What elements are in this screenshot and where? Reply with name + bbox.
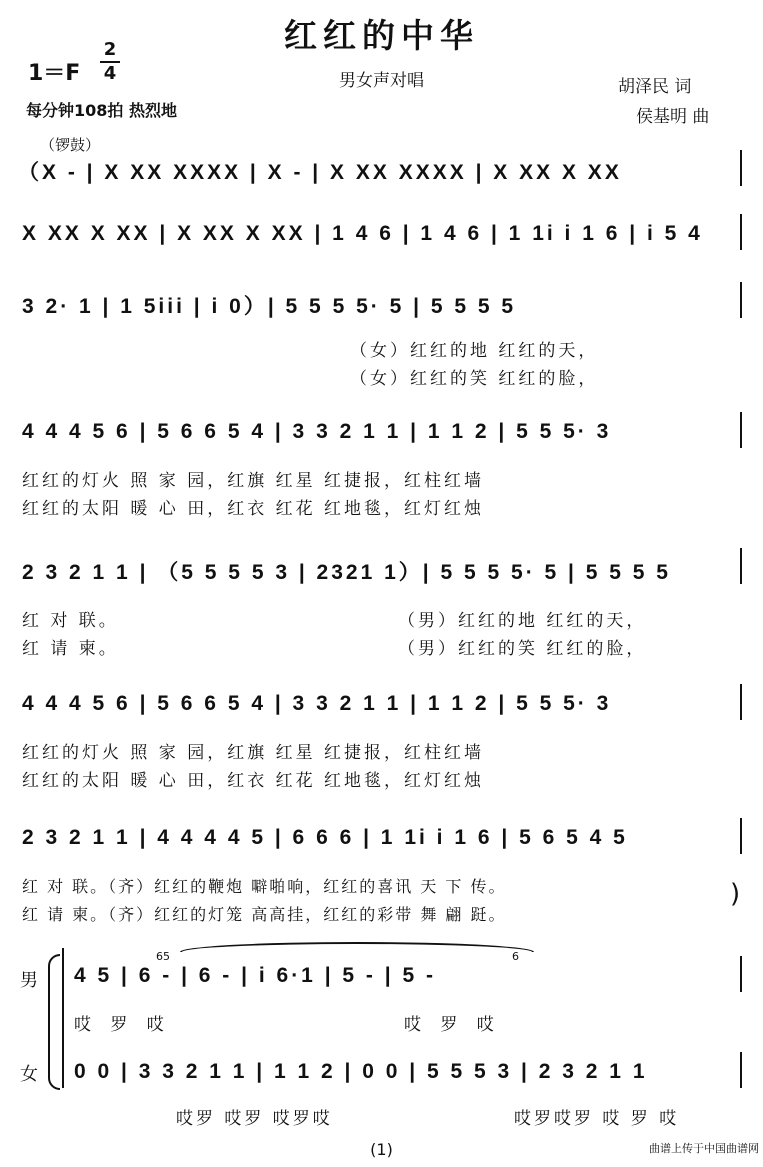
lyric-row-4-verse-1: 红红的灯火 照 家 园，红旗 红星 红捷报，红柱红墙 bbox=[22, 471, 485, 491]
male-notation: 4 5 | 6 - | 6 - | i 6·1 | 5 - | 5 - bbox=[74, 964, 436, 987]
lyric-row-6-verse-1: 红红的灯火 照 家 园，红旗 红星 红捷报，红柱红墙 bbox=[22, 743, 485, 763]
male-lyric-a: 哎 罗 哎 bbox=[74, 1015, 171, 1035]
female-lyric-a: 哎罗 哎罗 哎罗哎 bbox=[176, 1109, 333, 1129]
key-signature: 1＝F bbox=[28, 61, 81, 86]
lyric-row-5-verse-2b: （男）红红的笑 红红的脸， bbox=[398, 639, 647, 659]
lyric-row-5-verse-2a: 红 请 柬。 bbox=[22, 639, 119, 659]
barline bbox=[740, 684, 742, 720]
grace-note-2: 6 bbox=[512, 950, 519, 963]
song-subtitle: 男女声对唱 bbox=[339, 71, 424, 91]
barline bbox=[740, 282, 742, 318]
male-voice-label: 男 bbox=[20, 970, 38, 991]
page-number: (1) bbox=[370, 1140, 393, 1159]
system-brace bbox=[48, 954, 60, 1090]
system-barline bbox=[62, 948, 64, 1088]
barline bbox=[740, 818, 742, 854]
tempo-marking: 每分钟108拍 热烈地 bbox=[26, 101, 177, 120]
notation-row-1: （X - | X XX XXXX | X - | X XX XXXX | X XX X XX bbox=[18, 161, 622, 184]
lyric-row-7-verse-2: 红 请 柬。（齐）红红的灯笼 高高挂，红红的彩带 舞 翩 跹。 bbox=[22, 905, 507, 924]
lyricist-credit: 胡泽民 词 bbox=[618, 77, 692, 97]
female-notation: 0 0 | 3 3 2 1 1 | 1 1 2 | 0 0 | 5 5 5 3 | 2 3 2 1 1 bbox=[74, 1060, 648, 1083]
time-signature bbox=[100, 40, 120, 84]
lyric-row-7-verse-1: 红 对 联。（齐）红红的鞭炮 噼啪响，红红的喜讯 天 下 传。 bbox=[22, 877, 507, 896]
lyric-row-5-verse-1a: 红 对 联。 bbox=[22, 611, 119, 631]
repeat-bracket: ) bbox=[730, 879, 741, 909]
notation-row-6: 4 4 4 5 6 | 5 6 6 5 4 | 3 3 2 1 1 | 1 1 2 | 5 5 5· 3 bbox=[22, 692, 612, 715]
watermark-text: 曲谱上传于中国曲谱网 bbox=[649, 1142, 759, 1155]
lyric-row-3-verse-1: （女）红红的地 红红的天， bbox=[350, 341, 599, 361]
notation-row-5: 2 3 2 1 1 | （5 5 5 5 3 | 2321 1）| 5 5 5 5· 5 | 5 5 5 5 bbox=[22, 561, 671, 584]
barline bbox=[740, 150, 742, 186]
lyric-row-6-verse-2: 红红的太阳 暖 心 田，红衣 红花 红地毯，红灯红烛 bbox=[22, 771, 485, 791]
notation-row-2: X XX X XX | X XX X XX | 1 4 6 | 1 4 6 | 1 1i i 1 6 | i 5 4 bbox=[22, 222, 703, 245]
lyric-row-5-verse-1b: （男）红红的地 红红的天， bbox=[398, 611, 647, 631]
lyric-row-4-verse-2: 红红的太阳 暖 心 田，红衣 红花 红地毯，红灯红烛 bbox=[22, 499, 485, 519]
notation-row-7: 2 3 2 1 1 | 4 4 4 4 5 | 6 6 6 | 1 1i i 1 6 | 5 6 5 4 5 bbox=[22, 826, 628, 849]
meter-bottom: 4 bbox=[103, 63, 117, 84]
female-lyric-b: 哎罗哎罗 哎 罗 哎 bbox=[514, 1109, 680, 1129]
lyric-row-3-verse-2: （女）红红的笑 红红的脸， bbox=[350, 369, 599, 389]
barline bbox=[740, 214, 742, 250]
female-voice-label: 女 bbox=[20, 1064, 38, 1085]
tie-long bbox=[180, 942, 534, 952]
percussion-label: （锣鼓） bbox=[40, 136, 101, 154]
song-title: 红红的中华 bbox=[284, 16, 479, 55]
grace-note-1: 65 bbox=[156, 950, 170, 963]
barline bbox=[740, 1052, 742, 1088]
notation-row-4: 4 4 4 5 6 | 5 6 6 5 4 | 3 3 2 1 1 | 1 1 2 | 5 5 5· 3 bbox=[22, 420, 612, 443]
barline bbox=[740, 956, 742, 992]
meter-top: 2 bbox=[103, 39, 117, 60]
male-lyric-b: 哎 罗 哎 bbox=[404, 1015, 501, 1035]
barline bbox=[740, 548, 742, 584]
composer-credit: 侯基明 曲 bbox=[636, 107, 710, 127]
notation-row-3: 3 2· 1 | 1 5iii | i 0）| 5 5 5 5· 5 | 5 5 5 5 bbox=[22, 295, 517, 318]
barline bbox=[740, 412, 742, 448]
